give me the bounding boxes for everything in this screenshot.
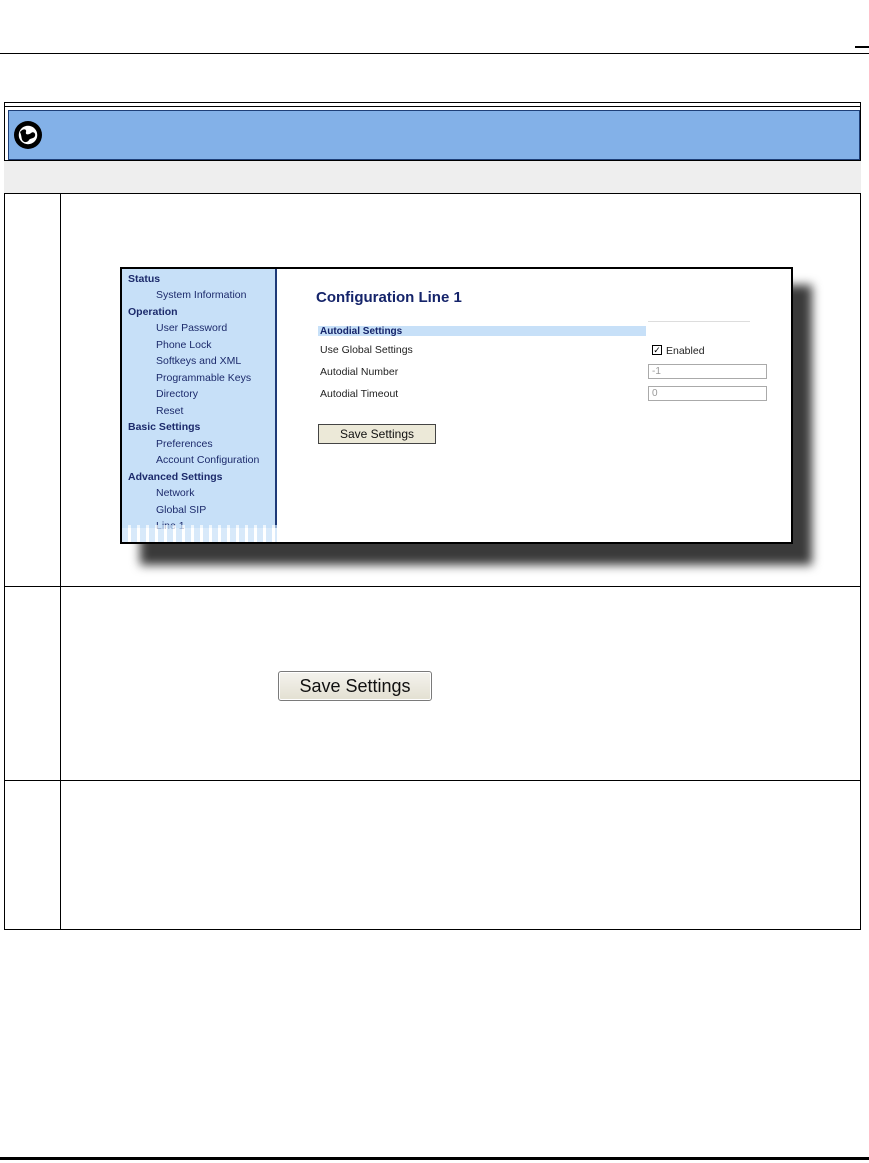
procedure-header-band bbox=[8, 110, 860, 160]
nav-item-global-sip[interactable]: Global SIP bbox=[156, 504, 207, 516]
nav-section-basic-settings[interactable]: Basic Settings bbox=[128, 421, 201, 433]
save-settings-button-large[interactable]: Save Settings bbox=[278, 671, 432, 701]
procedure-subheader bbox=[4, 160, 861, 194]
nav-item-directory[interactable]: Directory bbox=[156, 388, 199, 400]
step-divider-1 bbox=[4, 586, 861, 587]
nav-item-network[interactable]: Network bbox=[156, 487, 195, 499]
save-settings-button[interactable]: Save Settings bbox=[318, 424, 436, 444]
header-top-line bbox=[4, 106, 861, 107]
web-ui-screenshot bbox=[120, 267, 793, 544]
check-icon: ✓ bbox=[653, 345, 661, 355]
use-global-settings-label: Use Global Settings bbox=[320, 344, 413, 356]
enabled-checkbox[interactable] bbox=[652, 345, 662, 355]
nav-section-operation[interactable]: Operation bbox=[128, 306, 178, 318]
nav-item-reset[interactable]: Reset bbox=[156, 405, 184, 417]
nav-item-phone-lock[interactable]: Phone Lock bbox=[156, 339, 212, 351]
nav-item-system-information[interactable]: System Information bbox=[156, 289, 247, 301]
autodial-number-input[interactable]: -1 bbox=[648, 364, 767, 379]
nav-item-account-configuration[interactable]: Account Configuration bbox=[156, 454, 260, 466]
nav-section-advanced-settings[interactable]: Advanced Settings bbox=[128, 471, 223, 483]
sidebar-torn-edge bbox=[122, 525, 277, 544]
nav-item-programmable-keys[interactable]: Programmable Keys bbox=[156, 372, 252, 384]
nav-item-preferences[interactable]: Preferences bbox=[156, 438, 213, 450]
autodial-timeout-input[interactable]: 0 bbox=[648, 386, 767, 401]
step-number-column-divider bbox=[60, 194, 61, 930]
nav-item-user-password[interactable]: User Password bbox=[156, 322, 228, 334]
enabled-label: Enabled bbox=[666, 345, 705, 357]
step-divider-2 bbox=[4, 780, 861, 781]
sidebar-nav bbox=[122, 269, 277, 528]
top-rule bbox=[0, 53, 869, 54]
page-title: Configuration Line 1 bbox=[316, 289, 462, 306]
section-title-autodial: Autodial Settings bbox=[320, 326, 403, 337]
nav-section-status[interactable]: Status bbox=[128, 273, 161, 285]
globe-icon bbox=[14, 121, 42, 149]
section-divider bbox=[648, 321, 750, 322]
bottom-rule bbox=[0, 1157, 869, 1160]
autodial-timeout-label: Autodial Timeout bbox=[320, 388, 399, 400]
autodial-number-label: Autodial Number bbox=[320, 366, 399, 378]
top-rule-right-segment bbox=[855, 46, 869, 48]
nav-item-softkeys-xml[interactable]: Softkeys and XML bbox=[156, 355, 242, 367]
